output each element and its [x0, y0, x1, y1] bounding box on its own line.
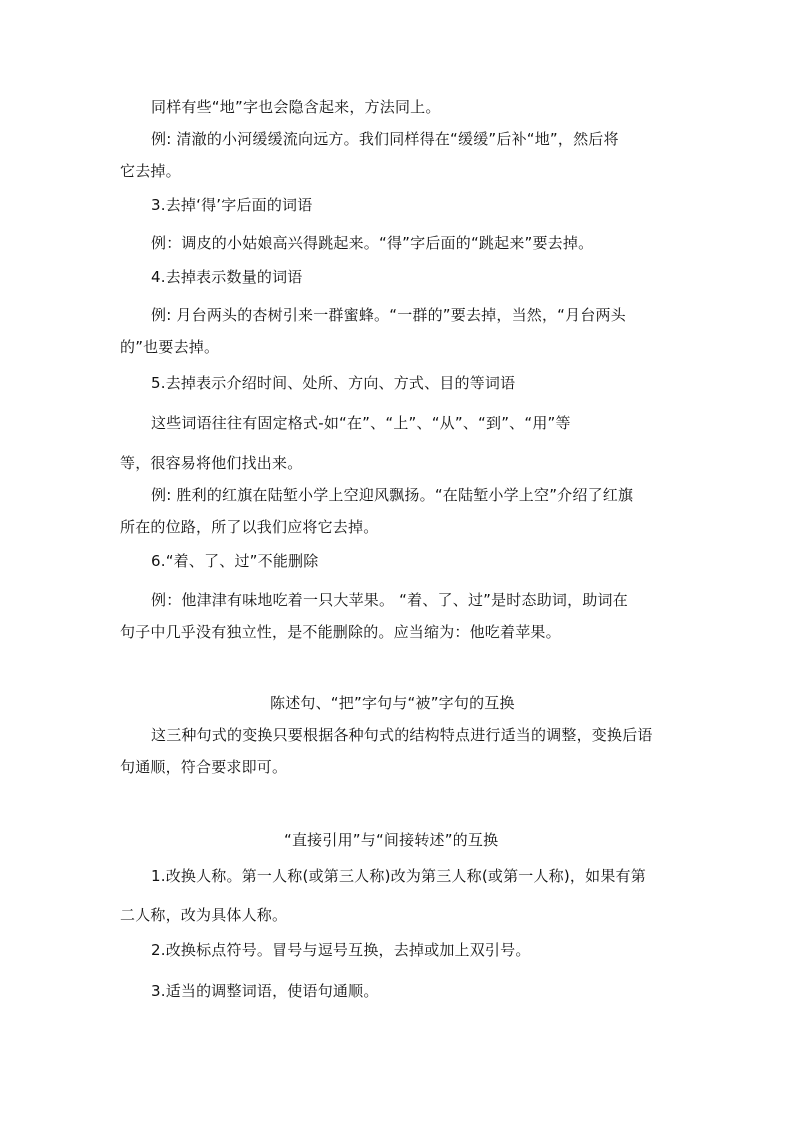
list-item-line: 二人称，改为具体人称。: [120, 906, 288, 924]
rule-example: 例：调皮的小姑娘高兴得跳起来。“得”字后面的“跳起来”要去掉。: [151, 234, 594, 252]
paragraph-line: 它去掉。: [120, 162, 181, 180]
rule-example-line: 的”也要去掉。: [120, 338, 220, 356]
section-heading: 陈述句、“把”字句与“被”字句的互换: [270, 694, 515, 712]
rule-desc-line: 这些词语往往有固定格式-如“在”、“上”、“从”、“到”、“用”等: [151, 414, 571, 432]
paragraph-line: 句通顺，符合要求即可。: [120, 758, 288, 776]
rule-title: 3.去掉‘得’字后面的词语: [151, 196, 313, 214]
rule-title: 4.去掉表示数量的词语: [151, 268, 303, 286]
paragraph-line: 例: 清澈的小河缓缓流向远方。我们同样得在“缓缓”后补“地”，然后将: [151, 130, 619, 148]
paragraph-line: 同样有些“地”字也会隐含起来，方法同上。: [151, 98, 441, 116]
section-heading: “直接引用”与“间接转述”的互换: [284, 831, 499, 849]
rule-example-line: 所在的位路，所了以我们应将它去掉。: [120, 518, 379, 536]
list-item-line: 3.适当的调整词语，使语句通顺。: [151, 982, 379, 1000]
rule-example-line: 例：他津津有味地吃着一只大苹果。 “着、了、过”是时态助词，助词在: [151, 591, 628, 609]
paragraph-line: 这三种句式的变换只要根据各种句式的结构特点进行适当的调整，变换后语: [151, 726, 653, 744]
list-item-line: 2.改换标点符号。冒号与逗号互换，去掉或加上双引号。: [151, 941, 531, 959]
rule-desc-line: 等，很容易将他们找出来。: [120, 454, 303, 472]
rule-example-line: 句子中几乎没有独立性，是不能删除的。应当缩为：他吃着苹果。: [120, 623, 561, 641]
rule-example-line: 例: 胜利的红旗在陆堑小学上空迎风飘扬。“在陆堑小学上空”介绍了红旗: [151, 486, 634, 504]
rule-title: 5.去掉表示介绍时间、处所、方向、方式、目的等词语: [151, 374, 516, 392]
list-item-line: 1.改换人称。第一人称(或第三人称)改为第三人称(或第一人称)，如果有第: [151, 867, 646, 885]
rule-title: 6.“着、了、过”不能删除: [151, 552, 319, 570]
rule-example-line: 例: 月台两头的杏树引来一群蜜蜂。“一群的”要去掉，当然，“月台两头: [151, 306, 626, 324]
